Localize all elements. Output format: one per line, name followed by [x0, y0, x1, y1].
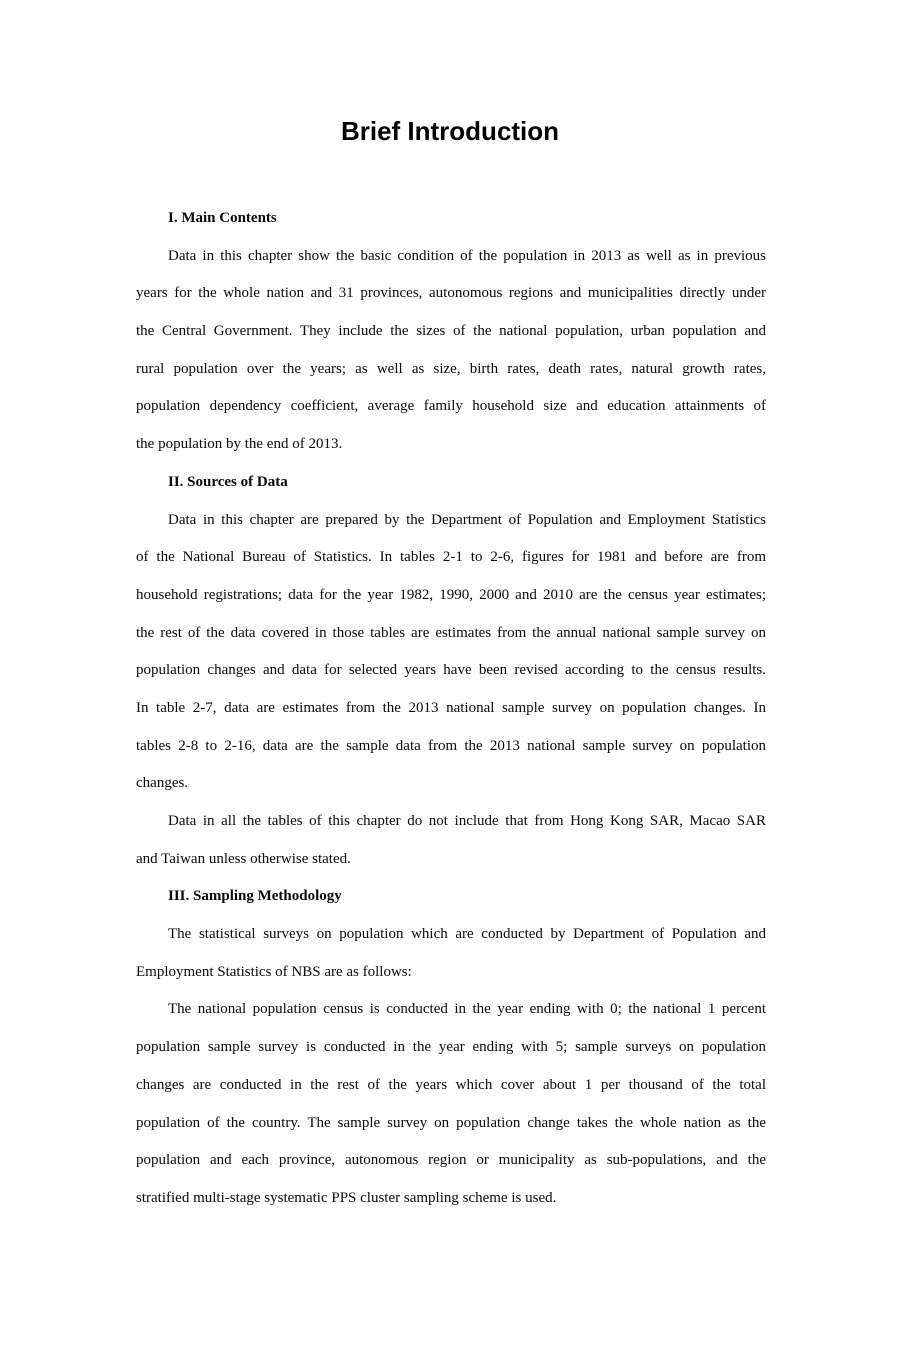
paragraph-line: In table 2-7, data are estimates from the 2013 national sample survey on population changes. In: [136, 699, 766, 716]
paragraph-line: population sample survey is conducted in the year ending with 5; sample surveys on population: [136, 1039, 766, 1056]
paragraph-line: Data in this chapter show the basic condition of the population in 2013 as well as in previous: [168, 247, 766, 264]
document-title: Brief Introduction: [340, 116, 560, 146]
paragraph-line: the rest of the data covered in those tables are estimates from the annual national sample survey on: [136, 624, 766, 641]
paragraph-line: household registrations; data for the year 1982, 1990, 2000 and 2010 are the census year estimates;: [136, 586, 766, 603]
paragraph-line: stratified multi-stage systematic PPS cluster sampling scheme is used.: [136, 1189, 557, 1206]
section-heading: I. Main Contents: [168, 210, 277, 226]
paragraph-line: years for the whole nation and 31 provinces, autonomous regions and municipalities directly under: [136, 285, 766, 302]
section-heading: II. Sources of Data: [168, 473, 288, 490]
paragraph-line: The statistical surveys on population which are conducted by Department of Population and: [168, 926, 766, 943]
paragraph-line: the population by the end of 2013.: [136, 436, 343, 453]
paragraph-line: changes are conducted in the rest of the years which cover about 1 per thousand of the total: [136, 1076, 766, 1093]
paragraph-line: of the National Bureau of Statistics. In tables 2-1 to 2-6, figures for 1981 and before are from: [136, 549, 766, 566]
document-body: [136, 200, 766, 1218]
paragraph-line: Employment Statistics of NBS are as follows:: [136, 963, 412, 980]
paragraph-line: tables 2-8 to 2-16, data are the sample data from the 2013 national sample survey on population: [136, 737, 766, 754]
paragraph-line: population and each province, autonomous region or municipality as sub-populations, and the: [136, 1152, 766, 1169]
paragraph-line: population dependency coefficient, average family household size and education attainments of: [136, 398, 766, 415]
section-heading: III. Sampling Methodology: [168, 888, 342, 905]
paragraph-line: changes.: [136, 775, 189, 792]
paragraph-line: population of the country. The sample survey on population change takes the whole nation as the: [136, 1114, 766, 1131]
paragraph-line: and Taiwan unless otherwise stated.: [136, 850, 351, 867]
paragraph-line: the Central Government. They include the sizes of the national population, urban population and: [136, 323, 766, 340]
paragraph-line: The national population census is conducted in the year ending with 0; the national 1 percent: [168, 1001, 766, 1018]
paragraph-line: Data in all the tables of this chapter do not include that from Hong Kong SAR, Macao SAR: [168, 813, 766, 829]
paragraph-line: population changes and data for selected years have been revised according to the census results.: [136, 662, 766, 679]
paragraph-line: rural population over the years; as well as size, birth rates, death rates, natural growth rates,: [136, 360, 766, 377]
paragraph-line: Data in this chapter are prepared by the Department of Population and Employment Statistics: [168, 511, 766, 528]
